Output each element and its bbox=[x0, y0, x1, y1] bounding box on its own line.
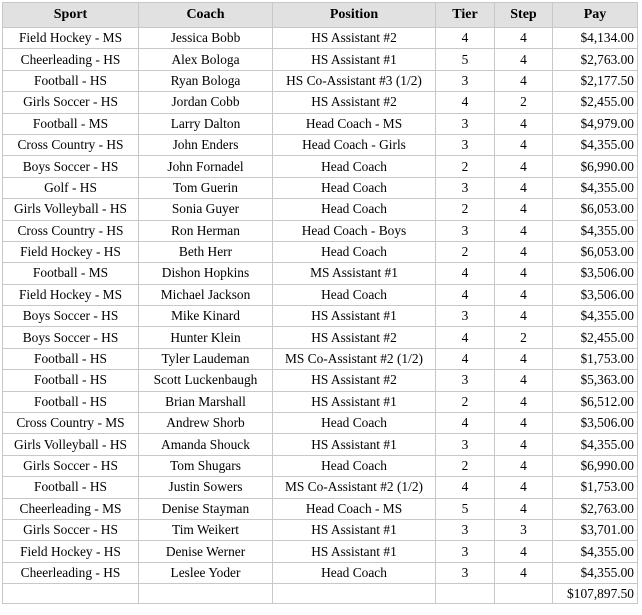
coach-cell[interactable]: John Fornadel bbox=[139, 156, 273, 177]
pay-cell[interactable]: $4,355.00 bbox=[553, 177, 638, 198]
total-empty-cell bbox=[139, 584, 273, 604]
step-cell[interactable]: 4 bbox=[495, 562, 553, 583]
sport-cell[interactable]: Girls Soccer - HS bbox=[3, 519, 139, 540]
pay-cell[interactable]: $4,979.00 bbox=[553, 113, 638, 134]
table-row bbox=[3, 455, 638, 476]
pay-cell[interactable]: $4,134.00 bbox=[553, 28, 638, 49]
position-cell[interactable]: HS Assistant #1 bbox=[273, 49, 436, 70]
sport-cell[interactable]: Football - HS bbox=[3, 348, 139, 369]
step-cell[interactable]: 4 bbox=[495, 434, 553, 455]
table-row bbox=[3, 156, 638, 177]
sport-cell[interactable]: Football - HS bbox=[3, 70, 139, 91]
coach-cell[interactable]: John Enders bbox=[139, 134, 273, 155]
step-cell[interactable]: 4 bbox=[495, 498, 553, 519]
table-row bbox=[3, 70, 638, 91]
step-cell[interactable]: 4 bbox=[495, 348, 553, 369]
pay-cell[interactable]: $1,753.00 bbox=[553, 477, 638, 498]
step-cell[interactable]: 4 bbox=[495, 241, 553, 262]
sport-cell[interactable]: Field Hockey - HS bbox=[3, 241, 139, 262]
coach-cell[interactable]: Scott Luckenbaugh bbox=[139, 370, 273, 391]
pay-cell[interactable]: $6,512.00 bbox=[553, 391, 638, 412]
pay-cell[interactable]: $4,355.00 bbox=[553, 306, 638, 327]
table-row bbox=[3, 284, 638, 305]
tier-cell[interactable]: 2 bbox=[436, 156, 495, 177]
table-row bbox=[3, 519, 638, 540]
sport-cell[interactable]: Boys Soccer - HS bbox=[3, 156, 139, 177]
coach-cell[interactable]: Justin Sowers bbox=[139, 477, 273, 498]
table-row bbox=[3, 92, 638, 113]
table-row bbox=[3, 413, 638, 434]
sport-cell[interactable]: Cheerleading - MS bbox=[3, 498, 139, 519]
tier-cell[interactable]: 3 bbox=[436, 519, 495, 540]
position-cell[interactable]: Head Coach bbox=[273, 284, 436, 305]
step-cell[interactable]: 4 bbox=[495, 370, 553, 391]
coach-cell[interactable]: Amanda Shouck bbox=[139, 434, 273, 455]
coach-cell[interactable]: Alex Bologa bbox=[139, 49, 273, 70]
position-cell[interactable]: Head Coach - Boys bbox=[273, 220, 436, 241]
position-cell[interactable]: HS Assistant #2 bbox=[273, 92, 436, 113]
sport-cell[interactable]: Football - MS bbox=[3, 113, 139, 134]
coach-cell[interactable]: Dishon Hopkins bbox=[139, 263, 273, 284]
position-cell[interactable]: Head Coach bbox=[273, 455, 436, 476]
table-row bbox=[3, 241, 638, 262]
step-cell[interactable]: 4 bbox=[495, 49, 553, 70]
header-tier[interactable]: Tier bbox=[436, 3, 495, 28]
tier-cell[interactable]: 2 bbox=[436, 455, 495, 476]
tier-cell[interactable]: 5 bbox=[436, 49, 495, 70]
header-position[interactable]: Position bbox=[273, 3, 436, 28]
header-sport[interactable]: Sport bbox=[3, 3, 139, 28]
position-cell[interactable]: MS Assistant #1 bbox=[273, 263, 436, 284]
pay-cell[interactable]: $6,053.00 bbox=[553, 199, 638, 220]
position-cell[interactable]: HS Assistant #1 bbox=[273, 519, 436, 540]
coach-cell[interactable]: Tom Shugars bbox=[139, 455, 273, 476]
total-empty-cell bbox=[273, 584, 436, 604]
step-cell[interactable]: 4 bbox=[495, 541, 553, 562]
table-row bbox=[3, 28, 638, 49]
tier-cell[interactable]: 3 bbox=[436, 434, 495, 455]
position-cell[interactable]: MS Co-Assistant #2 (1/2) bbox=[273, 348, 436, 369]
step-cell[interactable]: 4 bbox=[495, 113, 553, 134]
coach-cell[interactable]: Jordan Cobb bbox=[139, 92, 273, 113]
pay-cell[interactable]: $3,506.00 bbox=[553, 284, 638, 305]
sport-cell[interactable]: Cross Country - MS bbox=[3, 413, 139, 434]
total-row bbox=[3, 584, 638, 604]
position-cell[interactable]: HS Assistant #2 bbox=[273, 28, 436, 49]
position-cell[interactable]: HS Assistant #2 bbox=[273, 327, 436, 348]
step-cell[interactable]: 4 bbox=[495, 220, 553, 241]
position-cell[interactable]: Head Coach bbox=[273, 413, 436, 434]
tier-cell[interactable]: 5 bbox=[436, 498, 495, 519]
sport-cell[interactable]: Football - MS bbox=[3, 263, 139, 284]
tier-cell[interactable]: 4 bbox=[436, 92, 495, 113]
coach-cell[interactable]: Brian Marshall bbox=[139, 391, 273, 412]
position-cell[interactable]: HS Assistant #1 bbox=[273, 434, 436, 455]
sport-cell[interactable]: Field Hockey - MS bbox=[3, 28, 139, 49]
pay-cell[interactable]: $4,355.00 bbox=[553, 562, 638, 583]
coach-cell[interactable]: Andrew Shorb bbox=[139, 413, 273, 434]
tier-cell[interactable]: 3 bbox=[436, 370, 495, 391]
coach-pay-table bbox=[2, 2, 638, 604]
sport-cell[interactable]: Field Hockey - MS bbox=[3, 284, 139, 305]
step-cell[interactable]: 4 bbox=[495, 263, 553, 284]
tier-cell[interactable]: 3 bbox=[436, 177, 495, 198]
table-row bbox=[3, 199, 638, 220]
coach-cell[interactable]: Tyler Laudeman bbox=[139, 348, 273, 369]
position-cell[interactable]: HS Assistant #1 bbox=[273, 541, 436, 562]
table-row bbox=[3, 220, 638, 241]
table-body bbox=[3, 28, 638, 604]
pay-cell[interactable]: $4,355.00 bbox=[553, 434, 638, 455]
header-row bbox=[3, 3, 638, 28]
table-row bbox=[3, 263, 638, 284]
tier-cell[interactable]: 3 bbox=[436, 220, 495, 241]
pay-cell[interactable]: $1,753.00 bbox=[553, 348, 638, 369]
step-cell[interactable]: 4 bbox=[495, 455, 553, 476]
tier-cell[interactable]: 4 bbox=[436, 284, 495, 305]
sport-cell[interactable]: Cross Country - HS bbox=[3, 134, 139, 155]
step-cell[interactable]: 4 bbox=[495, 306, 553, 327]
position-cell[interactable]: MS Co-Assistant #2 (1/2) bbox=[273, 477, 436, 498]
sport-cell[interactable]: Cheerleading - HS bbox=[3, 562, 139, 583]
tier-cell[interactable]: 3 bbox=[436, 70, 495, 91]
table-row bbox=[3, 327, 638, 348]
sport-cell[interactable]: Boys Soccer - HS bbox=[3, 327, 139, 348]
coach-cell[interactable]: Ron Herman bbox=[139, 220, 273, 241]
step-cell[interactable]: 4 bbox=[495, 199, 553, 220]
step-cell[interactable]: 4 bbox=[495, 134, 553, 155]
table-row bbox=[3, 348, 638, 369]
step-cell[interactable]: 4 bbox=[495, 413, 553, 434]
coach-cell[interactable]: Jessica Bobb bbox=[139, 28, 273, 49]
pay-cell[interactable]: $2,763.00 bbox=[553, 498, 638, 519]
step-cell[interactable]: 4 bbox=[495, 284, 553, 305]
pay-cell[interactable]: $3,701.00 bbox=[553, 519, 638, 540]
coach-cell[interactable]: Leslee Yoder bbox=[139, 562, 273, 583]
tier-cell[interactable]: 3 bbox=[436, 541, 495, 562]
table-row bbox=[3, 434, 638, 455]
pay-cell[interactable]: $2,455.00 bbox=[553, 92, 638, 113]
coach-cell[interactable]: Larry Dalton bbox=[139, 113, 273, 134]
position-cell[interactable]: Head Coach bbox=[273, 199, 436, 220]
step-cell[interactable]: 4 bbox=[495, 70, 553, 91]
total-empty-cell bbox=[436, 584, 495, 604]
tier-cell[interactable]: 4 bbox=[436, 477, 495, 498]
pay-cell[interactable]: $2,177.50 bbox=[553, 70, 638, 91]
pay-cell[interactable]: $3,506.00 bbox=[553, 263, 638, 284]
step-cell[interactable]: 2 bbox=[495, 327, 553, 348]
coach-cell[interactable]: Michael Jackson bbox=[139, 284, 273, 305]
pay-cell[interactable]: $5,363.00 bbox=[553, 370, 638, 391]
table-row bbox=[3, 498, 638, 519]
sport-cell[interactable]: Cheerleading - HS bbox=[3, 49, 139, 70]
coach-cell[interactable]: Tim Weikert bbox=[139, 519, 273, 540]
pay-cell[interactable]: $6,053.00 bbox=[553, 241, 638, 262]
step-cell[interactable]: 4 bbox=[495, 156, 553, 177]
sport-cell[interactable]: Football - HS bbox=[3, 370, 139, 391]
table-row bbox=[3, 306, 638, 327]
tier-cell[interactable]: 2 bbox=[436, 199, 495, 220]
tier-cell[interactable]: 3 bbox=[436, 113, 495, 134]
sport-cell[interactable]: Girls Volleyball - HS bbox=[3, 434, 139, 455]
table-row bbox=[3, 49, 638, 70]
tier-cell[interactable]: 4 bbox=[436, 413, 495, 434]
header-pay[interactable]: Pay bbox=[553, 3, 638, 28]
coach-cell[interactable]: Mike Kinard bbox=[139, 306, 273, 327]
table-header bbox=[3, 3, 638, 28]
sport-cell[interactable]: Girls Soccer - HS bbox=[3, 92, 139, 113]
coach-cell[interactable]: Tom Guerin bbox=[139, 177, 273, 198]
step-cell[interactable]: 4 bbox=[495, 28, 553, 49]
header-step[interactable]: Step bbox=[495, 3, 553, 28]
step-cell[interactable]: 4 bbox=[495, 477, 553, 498]
tier-cell[interactable]: 4 bbox=[436, 28, 495, 49]
sport-cell[interactable]: Girls Soccer - HS bbox=[3, 455, 139, 476]
table-row bbox=[3, 113, 638, 134]
table-row bbox=[3, 177, 638, 198]
position-cell[interactable]: Head Coach bbox=[273, 241, 436, 262]
step-cell[interactable]: 4 bbox=[495, 391, 553, 412]
sport-cell[interactable]: Girls Volleyball - HS bbox=[3, 199, 139, 220]
coach-cell[interactable]: Sonia Guyer bbox=[139, 199, 273, 220]
step-cell[interactable]: 4 bbox=[495, 177, 553, 198]
table-row bbox=[3, 477, 638, 498]
pay-cell[interactable]: $4,355.00 bbox=[553, 541, 638, 562]
step-cell[interactable]: 3 bbox=[495, 519, 553, 540]
step-cell[interactable]: 2 bbox=[495, 92, 553, 113]
pay-cell[interactable]: $6,990.00 bbox=[553, 156, 638, 177]
sport-cell[interactable]: Field Hockey - HS bbox=[3, 541, 139, 562]
tier-cell[interactable]: 4 bbox=[436, 348, 495, 369]
table-row bbox=[3, 562, 638, 583]
position-cell[interactable]: HS Assistant #1 bbox=[273, 306, 436, 327]
table-row bbox=[3, 541, 638, 562]
tier-cell[interactable]: 4 bbox=[436, 263, 495, 284]
position-cell[interactable]: Head Coach bbox=[273, 156, 436, 177]
position-cell[interactable]: Head Coach bbox=[273, 177, 436, 198]
pay-cell[interactable]: $4,355.00 bbox=[553, 134, 638, 155]
sport-cell[interactable]: Golf - HS bbox=[3, 177, 139, 198]
position-cell[interactable]: HS Co-Assistant #3 (1/2) bbox=[273, 70, 436, 91]
position-cell[interactable]: HS Assistant #1 bbox=[273, 391, 436, 412]
tier-cell[interactable]: 4 bbox=[436, 327, 495, 348]
tier-cell[interactable]: 2 bbox=[436, 391, 495, 412]
position-cell[interactable]: Head Coach - MS bbox=[273, 113, 436, 134]
coach-cell[interactable]: Denise Stayman bbox=[139, 498, 273, 519]
position-cell[interactable]: HS Assistant #2 bbox=[273, 370, 436, 391]
sport-cell[interactable]: Football - HS bbox=[3, 391, 139, 412]
position-cell[interactable]: Head Coach bbox=[273, 562, 436, 583]
tier-cell[interactable]: 3 bbox=[436, 562, 495, 583]
table-row bbox=[3, 370, 638, 391]
tier-cell[interactable]: 3 bbox=[436, 134, 495, 155]
header-coach[interactable]: Coach bbox=[139, 3, 273, 28]
position-cell[interactable]: Head Coach - Girls bbox=[273, 134, 436, 155]
coach-cell[interactable]: Hunter Klein bbox=[139, 327, 273, 348]
table-row bbox=[3, 134, 638, 155]
pay-cell[interactable]: $3,506.00 bbox=[553, 413, 638, 434]
position-cell[interactable]: Head Coach - MS bbox=[273, 498, 436, 519]
sport-cell[interactable]: Boys Soccer - HS bbox=[3, 306, 139, 327]
coach-cell[interactable]: Beth Herr bbox=[139, 241, 273, 262]
coach-cell[interactable]: Denise Werner bbox=[139, 541, 273, 562]
sport-cell[interactable]: Football - HS bbox=[3, 477, 139, 498]
coach-cell[interactable]: Ryan Bologa bbox=[139, 70, 273, 91]
sport-cell[interactable]: Cross Country - HS bbox=[3, 220, 139, 241]
pay-cell[interactable]: $4,355.00 bbox=[553, 220, 638, 241]
table-row bbox=[3, 391, 638, 412]
total-empty-cell bbox=[495, 584, 553, 604]
tier-cell[interactable]: 3 bbox=[436, 306, 495, 327]
pay-cell[interactable]: $2,763.00 bbox=[553, 49, 638, 70]
pay-cell[interactable]: $2,455.00 bbox=[553, 327, 638, 348]
total-pay-cell[interactable]: $107,897.50 bbox=[553, 584, 638, 604]
total-empty-cell bbox=[3, 584, 139, 604]
pay-cell[interactable]: $6,990.00 bbox=[553, 455, 638, 476]
tier-cell[interactable]: 2 bbox=[436, 241, 495, 262]
